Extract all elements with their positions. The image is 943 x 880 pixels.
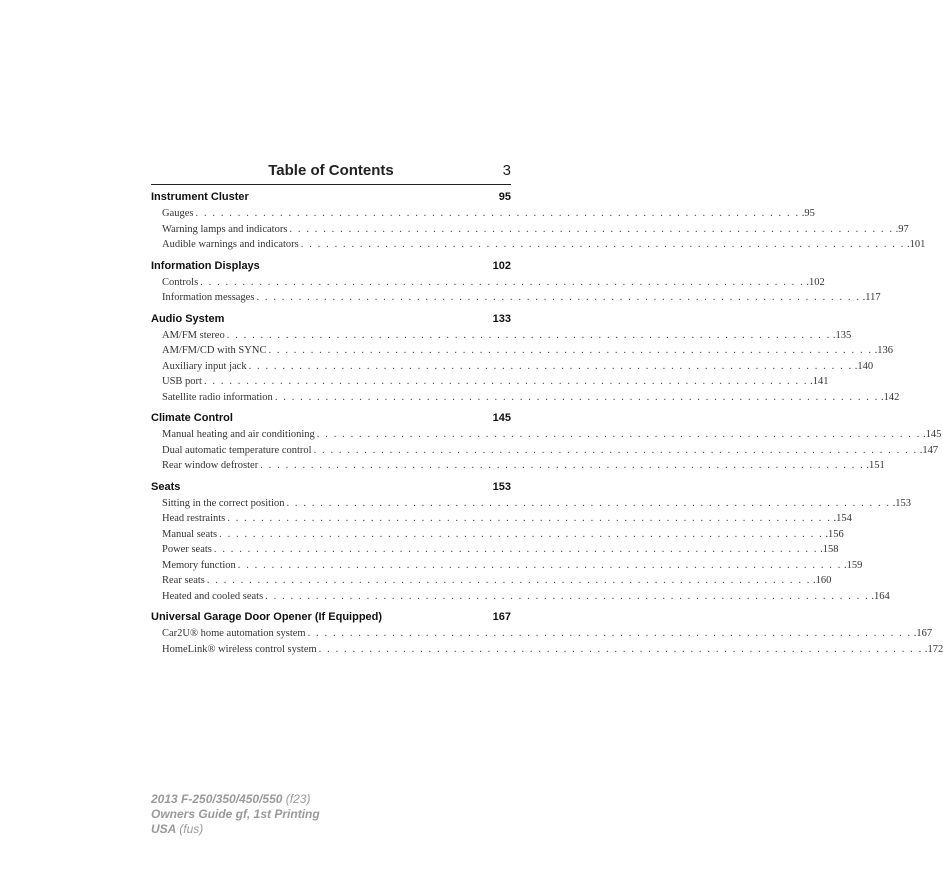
- toc-entry[interactable]: [151, 542, 839, 558]
- entry-page-number: .158: [820, 544, 839, 555]
- entry-page-number: .97: [895, 223, 909, 235]
- footer-line-1: [151, 792, 320, 807]
- section-title: Audio System: [151, 312, 225, 325]
- entry-label: Warning lamps and indicators: [162, 223, 288, 235]
- entry-page-number: .153: [892, 497, 912, 509]
- entry-label: AM/FM stereo: [162, 329, 225, 341]
- table-of-contents: [151, 189, 943, 662]
- entry-page-number: .154: [833, 513, 852, 524]
- entry-page-number: .136: [874, 345, 894, 356]
- entry-label: Controls: [162, 276, 199, 288]
- toc-entry[interactable]: [151, 237, 926, 253]
- toc-section-heading[interactable]: [151, 258, 511, 275]
- toc-entry[interactable]: [151, 558, 863, 574]
- toc-entry[interactable]: [151, 390, 900, 406]
- entry-page-number: .142: [881, 391, 900, 403]
- section-title: Instrument Cluster: [151, 191, 249, 203]
- section-page-number: 167: [492, 611, 511, 623]
- toc-entry[interactable]: [151, 427, 942, 443]
- toc-entry[interactable]: [151, 573, 832, 589]
- entry-label: AM/FM/CD with SYNC: [162, 345, 267, 356]
- footer-line-3: [151, 822, 320, 837]
- section-title: Information Displays: [151, 259, 260, 272]
- dot-leader: . . . . . . . . . . . . . . . . . . . . . . . . . . . . . . . . . . . . . . . . . . . . . . . . . . . . . . . . . . . . . . . . . . . . . . . .: [226, 329, 831, 341]
- section-page-number: 145: [492, 412, 511, 424]
- entry-page-number: .159: [843, 559, 863, 571]
- dot-leader: . . . . . . . . . . . . . . . . . . . . . . . . . . . . . . . . . . . . . . . . . . . . . . . . . . . . . . . . . . . . . . . . . . . . . . . .: [219, 528, 824, 540]
- entry-page-number: .101: [906, 239, 926, 250]
- entry-label: Manual seats: [162, 528, 218, 540]
- entry-label: Rear window defroster: [162, 460, 259, 471]
- entry-page-number: .117: [862, 292, 881, 303]
- toc-section-heading[interactable]: [151, 410, 511, 427]
- footer-model: 2013 F-250/350/450/550: [151, 792, 283, 806]
- entry-page-number: .167: [913, 628, 933, 639]
- toc-section: [151, 410, 942, 474]
- dot-leader: . . . . . . . . . . . . . . . . . . . . . . . . . . . . . . . . . . . . . . . . . . . . . . . . . . . . . . . . . . . . . . . . . . . . . . . .: [227, 513, 832, 524]
- entry-page-number: .145: [922, 429, 942, 440]
- dot-leader: . . . . . . . . . . . . . . . . . . . . . . . . . . . . . . . . . . . . . . . . . . . . . . . . . . . . . . . . . . . . . . . . . . . . . . . .: [248, 360, 853, 372]
- dot-leader: . . . . . . . . . . . . . . . . . . . . . . . . . . . . . . . . . . . . . . . . . . . . . . . . . . . . . . . . . . . . . . . . . . . . . . . .: [316, 429, 921, 440]
- footer-line-2: Owners Guide gf, 1st Printing: [151, 807, 320, 821]
- toc-entry[interactable]: [151, 343, 894, 359]
- dot-leader: . . . . . . . . . . . . . . . . . . . . . . . . . . . . . . . . . . . . . . . . . . . . . . . . . . . . . . . . . . . . . . . . . . . . . . . .: [256, 292, 861, 303]
- entry-page-number: .164: [871, 590, 890, 602]
- entry-label: Dual automatic temperature control: [162, 444, 312, 456]
- page-footer: [151, 792, 320, 837]
- dot-leader: . . . . . . . . . . . . . . . . . . . . . . . . . . . . . . . . . . . . . . . . . . . . . . . . . . . . . . . . . . . . . . . . . . . . . . . .: [203, 376, 809, 387]
- toc-entry[interactable]: [151, 290, 881, 306]
- entry-label: Rear seats: [162, 575, 205, 586]
- entry-label: Satellite radio information: [162, 391, 273, 403]
- toc-section: [151, 479, 912, 605]
- dot-leader: . . . . . . . . . . . . . . . . . . . . . . . . . . . . . . . . . . . . . . . . . . . . . . . . . . . . . . . . . . . . . . . . . . . . . . . .: [200, 276, 805, 288]
- dot-leader: . . . . . . . . . . . . . . . . . . . . . . . . . . . . . . . . . . . . . . . . . . . . . . . . . . . . . . . . . . . . . . . . . . . . . . . .: [206, 575, 812, 586]
- dot-leader: . . . . . . . . . . . . . . . . . . . . . . . . . . . . . . . . . . . . . . . . . . . . . . . . . . . . . . . . . . . . . . . . . . . . . . . .: [195, 208, 800, 219]
- toc-section-heading[interactable]: [151, 311, 511, 328]
- toc-entry[interactable]: [151, 443, 939, 459]
- footer-model-code: (f23): [285, 792, 311, 806]
- toc-section: [151, 189, 926, 253]
- dot-leader: . . . . . . . . . . . . . . . . . . . . . . . . . . . . . . . . . . . . . . . . . . . . . . . . . . . . . . . . . . . . . . . . . . . . . . . .: [265, 590, 870, 602]
- page-number: 3: [502, 162, 511, 179]
- dot-leader: . . . . . . . . . . . . . . . . . . . . . . . . . . . . . . . . . . . . . . . . . . . . . . . . . . . . . . . . . . . . . . . . . . . . . . . .: [286, 497, 891, 509]
- toc-entry[interactable]: [151, 642, 943, 658]
- toc-entry[interactable]: [151, 374, 829, 390]
- entry-page-number: .172: [924, 643, 943, 655]
- dot-leader: . . . . . . . . . . . . . . . . . . . . . . . . . . . . . . . . . . . . . . . . . . . . . . . . . . . . . . . . . . . . . . . . . . . . . . . .: [237, 559, 842, 571]
- footer-market-code: (fus): [179, 822, 204, 836]
- toc-entry[interactable]: [151, 222, 909, 238]
- toc-entry[interactable]: [151, 206, 815, 222]
- entry-page-number: .102: [806, 276, 825, 288]
- entry-label: Sitting in the correct position: [162, 497, 285, 509]
- dot-leader: . . . . . . . . . . . . . . . . . . . . . . . . . . . . . . . . . . . . . . . . . . . . . . . . . . . . . . . . . . . . . . . . . . . . . . . .: [307, 628, 912, 639]
- toc-section: [151, 311, 900, 406]
- footer-market: USA: [151, 822, 176, 836]
- toc-entry[interactable]: [151, 328, 852, 344]
- entry-page-number: .151: [866, 460, 885, 471]
- dot-leader: . . . . . . . . . . . . . . . . . . . . . . . . . . . . . . . . . . . . . . . . . . . . . . . . . . . . . . . . . . . . . . . . . . . . . . . .: [260, 460, 865, 471]
- entry-page-number: .147: [919, 444, 939, 456]
- toc-section-heading[interactable]: [151, 609, 511, 626]
- entry-label: Heated and cooled seats: [162, 590, 264, 602]
- entry-label: Audible warnings and indicators: [162, 239, 299, 250]
- dot-leader: . . . . . . . . . . . . . . . . . . . . . . . . . . . . . . . . . . . . . . . . . . . . . . . . . . . . . . . . . . . . . . . . . . . . . . . .: [318, 643, 923, 655]
- entry-label: Auxiliary input jack: [162, 360, 247, 372]
- toc-entry[interactable]: [151, 458, 885, 474]
- entry-page-number: .140: [854, 360, 874, 372]
- entry-label: USB port: [162, 376, 202, 387]
- toc-section: [151, 609, 943, 657]
- page-header: [151, 160, 511, 185]
- dot-leader: . . . . . . . . . . . . . . . . . . . . . . . . . . . . . . . . . . . . . . . . . . . . . . . . . . . . . . . . . . . . . . . . . . . . . . . .: [213, 544, 819, 555]
- toc-entry[interactable]: [151, 527, 844, 543]
- toc-section-heading[interactable]: [151, 479, 511, 496]
- toc-entry[interactable]: [151, 626, 933, 642]
- section-title: Seats: [151, 480, 181, 493]
- entry-label: Manual heating and air conditioning: [162, 429, 315, 440]
- entry-label: Gauges: [162, 208, 194, 219]
- toc-entry[interactable]: [151, 359, 874, 375]
- entry-page-number: .95: [801, 208, 815, 219]
- page-title: Table of Contents: [268, 162, 394, 179]
- entry-page-number: .160: [813, 575, 832, 586]
- toc-entry[interactable]: [151, 275, 825, 291]
- section-page-number: 133: [492, 312, 511, 325]
- entry-page-number: .135: [832, 329, 852, 341]
- entry-label: Information messages: [162, 292, 255, 303]
- section-page-number: 102: [492, 259, 511, 272]
- toc-entry[interactable]: [151, 589, 890, 605]
- entry-page-number: .141: [810, 376, 829, 387]
- entry-label: HomeLink® wireless control system: [162, 643, 317, 655]
- toc-section-heading[interactable]: [151, 189, 511, 206]
- toc-entry[interactable]: [151, 511, 852, 527]
- dot-leader: . . . . . . . . . . . . . . . . . . . . . . . . . . . . . . . . . . . . . . . . . . . . . . . . . . . . . . . . . . . . . . . . . . . . . . . .: [300, 239, 905, 250]
- section-page-number: 153: [492, 480, 511, 493]
- section-page-number: 95: [498, 191, 511, 203]
- entry-label: Memory function: [162, 559, 236, 571]
- section-title: Climate Control: [151, 412, 233, 424]
- dot-leader: . . . . . . . . . . . . . . . . . . . . . . . . . . . . . . . . . . . . . . . . . . . . . . . . . . . . . . . . . . . . . . . . . . . . . . . .: [268, 345, 873, 356]
- dot-leader: . . . . . . . . . . . . . . . . . . . . . . . . . . . . . . . . . . . . . . . . . . . . . . . . . . . . . . . . . . . . . . . . . . . . . . . .: [274, 391, 879, 403]
- entry-page-number: .156: [825, 528, 844, 540]
- entry-label: Power seats: [162, 544, 212, 555]
- section-title: Universal Garage Door Opener (If Equipped): [151, 611, 383, 623]
- dot-leader: . . . . . . . . . . . . . . . . . . . . . . . . . . . . . . . . . . . . . . . . . . . . . . . . . . . . . . . . . . . . . . . . . . . . . . . .: [313, 444, 918, 456]
- entry-label: Car2U® home automation system: [162, 628, 306, 639]
- entry-label: Head restraints: [162, 513, 226, 524]
- dot-leader: . . . . . . . . . . . . . . . . . . . . . . . . . . . . . . . . . . . . . . . . . . . . . . . . . . . . . . . . . . . . . . . . . . . . . . . .: [289, 223, 894, 235]
- toc-section: [151, 258, 881, 306]
- toc-entry[interactable]: [151, 496, 912, 512]
